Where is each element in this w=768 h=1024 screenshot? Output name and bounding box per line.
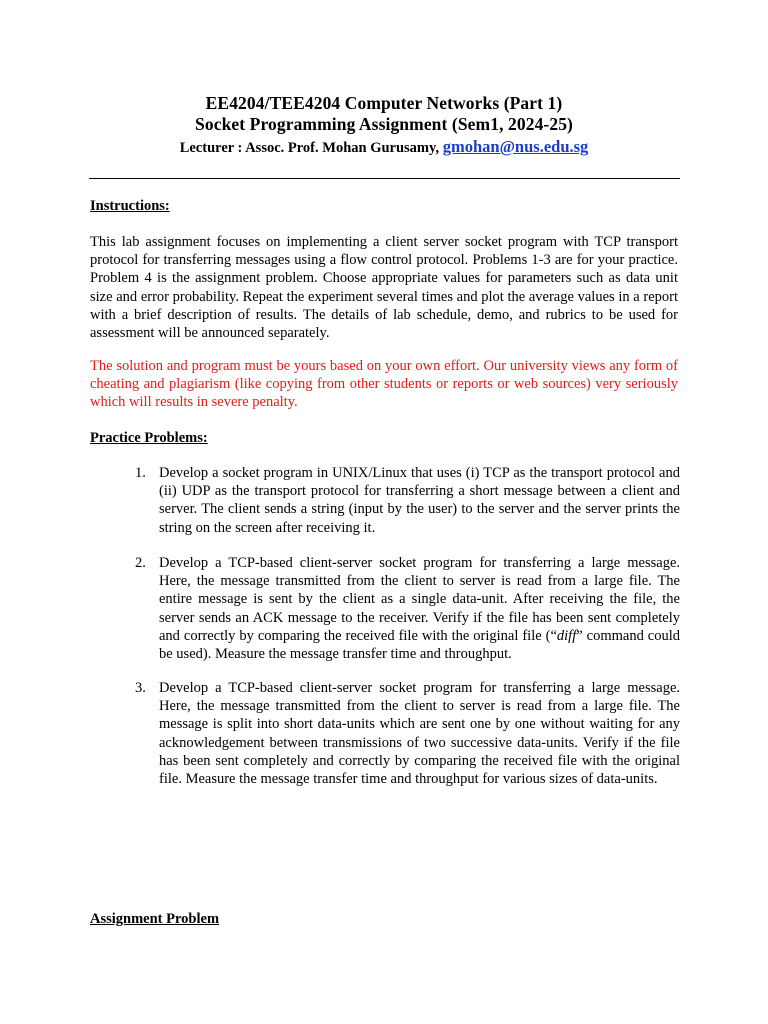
plagiarism-warning: The solution and program must be yours based on your own effort. Our university views any form of cheating and plagiarism (like copying from other students or reports or web sources) very seriously which will results in severe penalty. (90, 358, 678, 411)
problem-number: 3. (135, 680, 146, 696)
practice-problems-heading: Practice Problems: (90, 430, 208, 446)
practice-problem-list-2 (90, 554, 680, 663)
problem-number: 2. (135, 555, 146, 571)
diff-command: diff (556, 627, 577, 644)
header-divider (89, 178, 680, 179)
problem-text (159, 555, 680, 662)
problem-text: Develop a socket program in UNIX/Linux that uses (i) TCP as the transport protocol and (ii) UDP as the transport protocol for transferring a short message between a client and server. The client sends a string (input by the user) to the server and the server prints the string on the screen after receiving it. (159, 465, 680, 536)
course-title: EE4204/TEE4204 Computer Networks (Part 1) (205, 93, 563, 113)
assignment-title: Socket Programming Assignment (Sem1, 2024-25) (195, 114, 573, 134)
lecturer-line (0, 136, 768, 159)
practice-problem-list-3 (90, 679, 680, 788)
practice-problem-1 (90, 464, 680, 537)
problem-text-part: Develop a TCP-based client-server socket program for transferring a large message. Here, the message transmitted from the client to server is read from a large file. The entire message is sent by the client as a single data-unit. After receiving the file, the server sends an ACK message to the receiver. Verify if the file has been sent completely and correctly by comparing the received file with the original file (“ (159, 555, 680, 644)
problem-text: Develop a TCP-based client-server socket program for transferring a large message. Here, the message transmitted from the client to server is read from a large file. The message is split into short data-units which are sent one by one without waiting for any acknowledgement between transmissions of two successive data-units. Verify if the file has been sent completely and correctly by comparing the received file with the original file. Measure the message transfer time and throughput for various sizes of data-units. (159, 680, 680, 788)
practice-problem-list (90, 464, 680, 537)
document-header (0, 93, 768, 159)
instructions-heading: Instructions: (90, 198, 170, 214)
lecturer-label: Lecturer : Assoc. Prof. Mohan Gurusamy, (179, 140, 443, 156)
problem-number: 1. (135, 465, 146, 481)
problem-text-part: ” command could be used). Measure the message transfer time and throughput. (159, 627, 680, 663)
instructions-body: This lab assignment focuses on implementing a client server socket program with TCP transport protocol for transferring messages using a flow control protocol. Problems 1-3 are for your practice. Problem 4 is the assignment problem. Choose appropriate values for parameters such as data unit size and error probability. Repeat the experiment several times and plot the average values in a report with a brief description of results. The details of lab schedule, demo, and rubrics to be used for assessment will be announced separately. (90, 234, 678, 342)
practice-problem-3 (90, 679, 680, 788)
assignment-problem-heading: Assignment Problem (90, 911, 220, 927)
email-link[interactable]: gmohan@nus.edu.sg (442, 137, 589, 156)
practice-problem-2 (90, 554, 680, 663)
